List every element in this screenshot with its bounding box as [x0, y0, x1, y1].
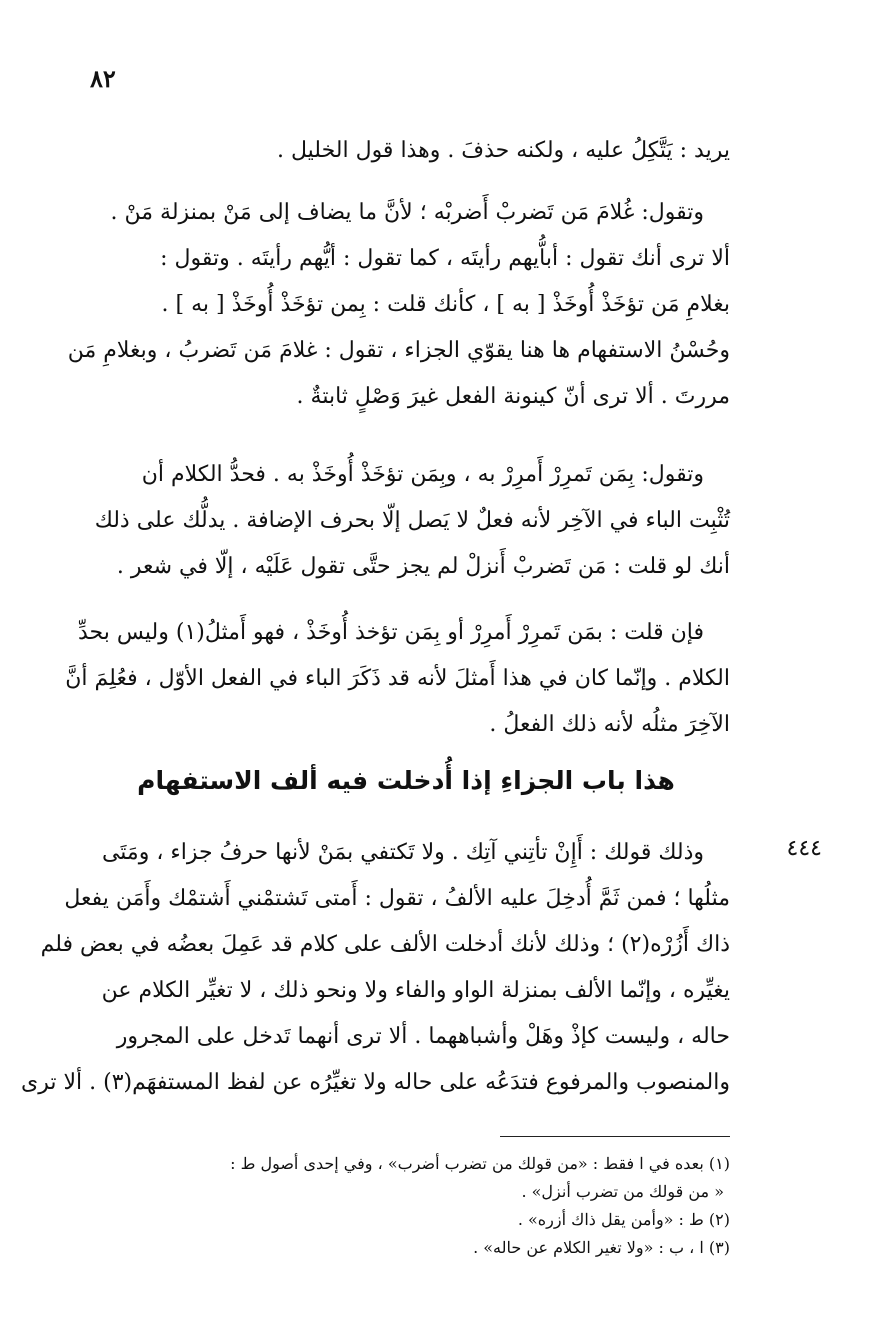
text-line: بغلامِ مَن تؤخَذْ أُوخَذْ [ به ] ، كأنك قلت : بِمن تؤخَذْ أُوخَذْ [ به ] .: [161, 292, 730, 317]
text-line: حاله ، وليست كإذْ وهَلْ وأشباههما . ألا ترى أنهما تَدخل على المجرور: [116, 1024, 730, 1049]
marginal-section-number: ٤٤٤: [786, 836, 822, 861]
footnote-divider: [500, 1136, 730, 1137]
text-line: وحُسْنُ الاستفهام ها هنا يقوّي الجزاء ، تقول : غلامَ مَن تَضربُ ، وبغلامِ مَن: [67, 338, 730, 363]
text-line: تُثْبِت الباء في الآخِر لأنه فعلٌ لا يَصل إلّا بحرف الإضافة . يدلُّك على ذلك: [94, 508, 730, 533]
text-line: وتقول: غُلامَ مَن تَضربْ أَضربْه ؛ لأنَّ ما يضاف إلى مَنْ بمنزلة مَنْ .: [110, 200, 704, 225]
paragraph-ghulam: [67, 190, 730, 420]
footnote-1-continued: « من قولك من تضرب أنزل» .: [521, 1182, 724, 1201]
text-line: مررتَ . ألا ترى أنّ كينونة الفعل غيرَ وَصْلٍ ثابتةٌ .: [296, 384, 730, 409]
text-line: فإن قلت : بمَن تَمرِرْ أَمرِرْ أو بِمَن تؤخذ أُوخَذْ ، فهو أَمثلُ(١) وليس بحدِّ: [77, 620, 704, 645]
text-line: الآخِرَ مثلُه لأنه ذلك الفعلُ .: [489, 712, 730, 737]
text-line: وذلك قولك : أَإِنْ تأتِني آتِك . ولا تَكتفي بمَنْ لأنها حرفُ جزاء ، ومَتَى: [101, 840, 704, 865]
text-line: ذاك أَزُرْه(٢) ؛ وذلك لأنك أدخلت الألف على كلام قد عَمِلَ بعضُه في بعض فلم: [40, 932, 730, 957]
paragraph-fa-in-qulta: [65, 610, 730, 748]
text-line: ألا ترى أنك تقول : أباُّيهم رأيتَه ، كما تقول : أيُّهم رأيتَه . وتقول :: [160, 246, 730, 271]
section-heading: هذا باب الجزاءِ إذا أُدخلت فيه ألف الاستفهام: [137, 766, 675, 795]
text-line: الكلام . وإنّما كان في هذا أَمثلَ لأنه قد ذَكَرَ الباء في الفعل الأوّل ، فعُلِمَ أنَّ: [65, 666, 730, 691]
footnote-3: (٣) ا ، ب : «ولا تغير الكلام عن حاله» .: [473, 1238, 730, 1257]
footnotes: [82, 1150, 730, 1262]
paragraph-intro: [82, 128, 730, 174]
text-line: يغيِّره ، وإنّما الألف بمنزلة الواو والفاء ولا ونحو ذلك ، لا تغيِّر الكلام عن: [101, 978, 730, 1003]
text-line: وتقول: بِمَن تَمرِرْ أَمرِرْ به ، وبِمَن تؤخَذْ أُوخَذْ به . فحدُّ الكلام أن: [141, 462, 704, 487]
text-line: يريد : يَتَّكِلُ عليه ، ولكنه حذفَ . وهذا قول الخليل .: [277, 138, 730, 163]
footnote-2: (٢) ط : «وأمن يقل ذاك أزره» .: [517, 1210, 730, 1229]
page-number: ٨٢: [90, 64, 116, 93]
text-line: أنك لو قلت : مَن تَضربْ أَنزلْ لم يجز حتَّى تقول عَلَيْه ، إلّا في شعر .: [116, 554, 730, 579]
text-line: مثلُها ؛ فمن ثَمَّ أُدخِلَ عليه الألفُ ، تقول : أَمتى تَشتمْني أَشتمْك وأَمَن يفعل: [64, 886, 730, 911]
footnote-1: (١) بعده في ا فقط : «من قولك من تضرب أضرب» ، وفي إحدى أصول ط :: [230, 1154, 730, 1173]
paragraph-bi-man: [82, 452, 730, 590]
text-line: والمنصوب والمرفوع فتدَعُه على حاله ولا تغيِّرُه عن لفظ المستفهَم(٣) . ألا ترى: [21, 1070, 730, 1095]
paragraph-istifham: [21, 830, 730, 1106]
